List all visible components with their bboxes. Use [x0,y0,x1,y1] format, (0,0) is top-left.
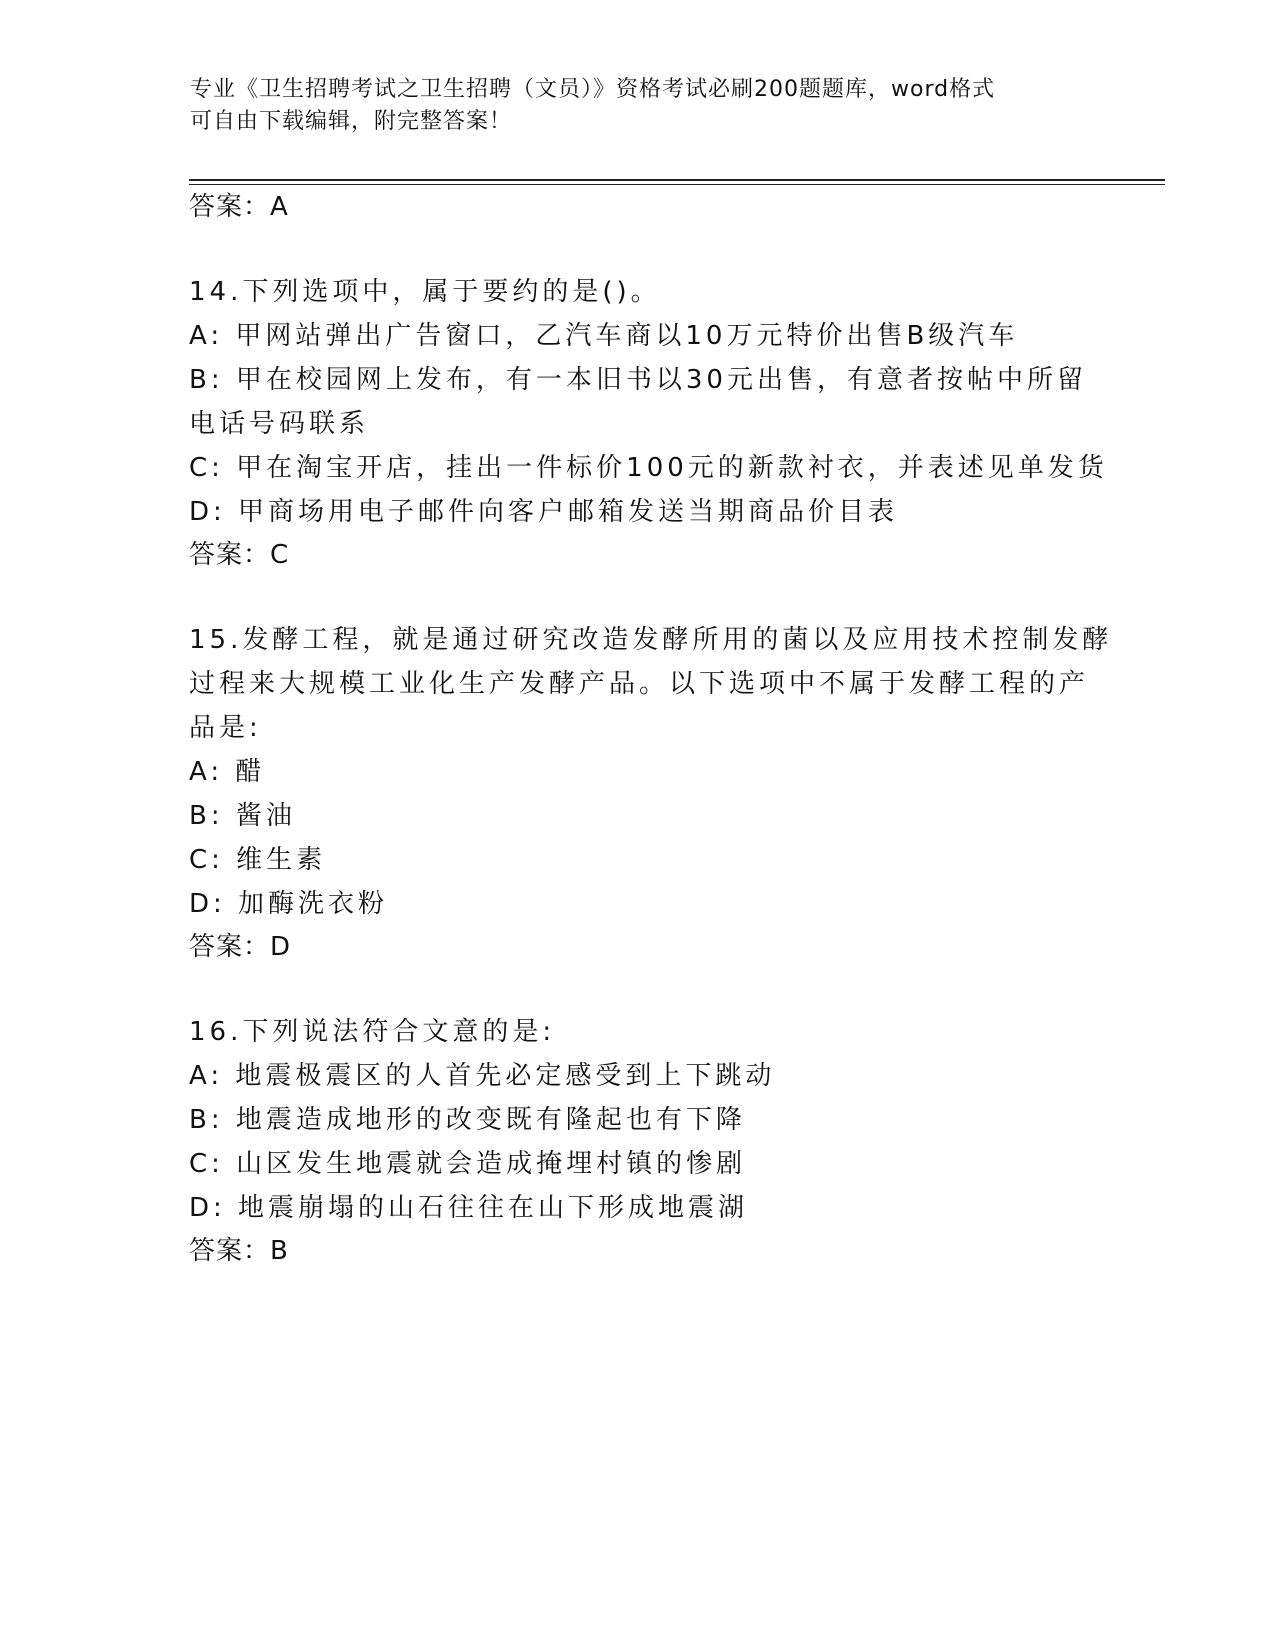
q16-option-d: D: 地震崩塌的山石往往在山下形成地震湖 [189,1193,749,1223]
q15-stem-line2: 过程来大规模工业化生产发酵产品。以下选项中不属于发酵工程的产 [189,669,1090,699]
q15-stem-line1: 15.发酵工程，就是通过研究改造发酵所用的菌以及应用技术控制发酵 [189,625,1113,655]
answer-previous: 答案：A [189,192,289,222]
q14-option-b-line1: B: 甲在校园网上发布，有一本旧书以30元出售，有意者按帖中所留 [189,365,1087,395]
q14-option-a: A: 甲网站弹出广告窗口，乙汽车商以10万元特价出售B级汽车 [189,321,1019,351]
document-header [190,74,1070,138]
q15-option-c: C: 维生素 [189,845,327,875]
q16-stem: 16.下列说法符合文意的是: [189,1017,556,1047]
q14-answer: 答案：C [189,540,290,570]
q15-option-d: D: 加酶洗衣粉 [189,889,389,919]
q15-answer: 答案：D [189,932,292,962]
q16-option-a: A: 地震极震区的人首先必定感受到上下跳动 [189,1061,776,1091]
q16-option-c: C: 山区发生地震就会造成掩埋村镇的惨剧 [189,1149,747,1179]
header-line-2: 可自由下载编辑，附完整答案！ [190,109,513,134]
header-rule-thin [189,184,1165,185]
q15-stem-line3: 品是: [189,713,262,743]
q14-stem: 14.下列选项中，属于要约的是()。 [189,277,661,307]
q15-option-b: B: 酱油 [189,801,296,831]
q14-option-d: D: 甲商场用电子邮件向客户邮箱发送当期商品价目表 [189,497,899,527]
q16-option-b: B: 地震造成地形的改变既有隆起也有下降 [189,1105,746,1135]
q14-option-b-line2: 电话号码联系 [189,409,370,439]
q14-option-c: C: 甲在淘宝开店，挂出一件标价100元的新款衬衣，并表述见单发货 [189,453,1108,483]
q15-option-a: A: 醋 [189,757,266,787]
q16-answer: 答案：B [189,1236,289,1266]
header-line-1: 专业《卫生招聘考试之卫生招聘（文员）》资格考试必刷200题题库，word格式 [190,77,996,102]
header-rule-thick [189,179,1165,181]
